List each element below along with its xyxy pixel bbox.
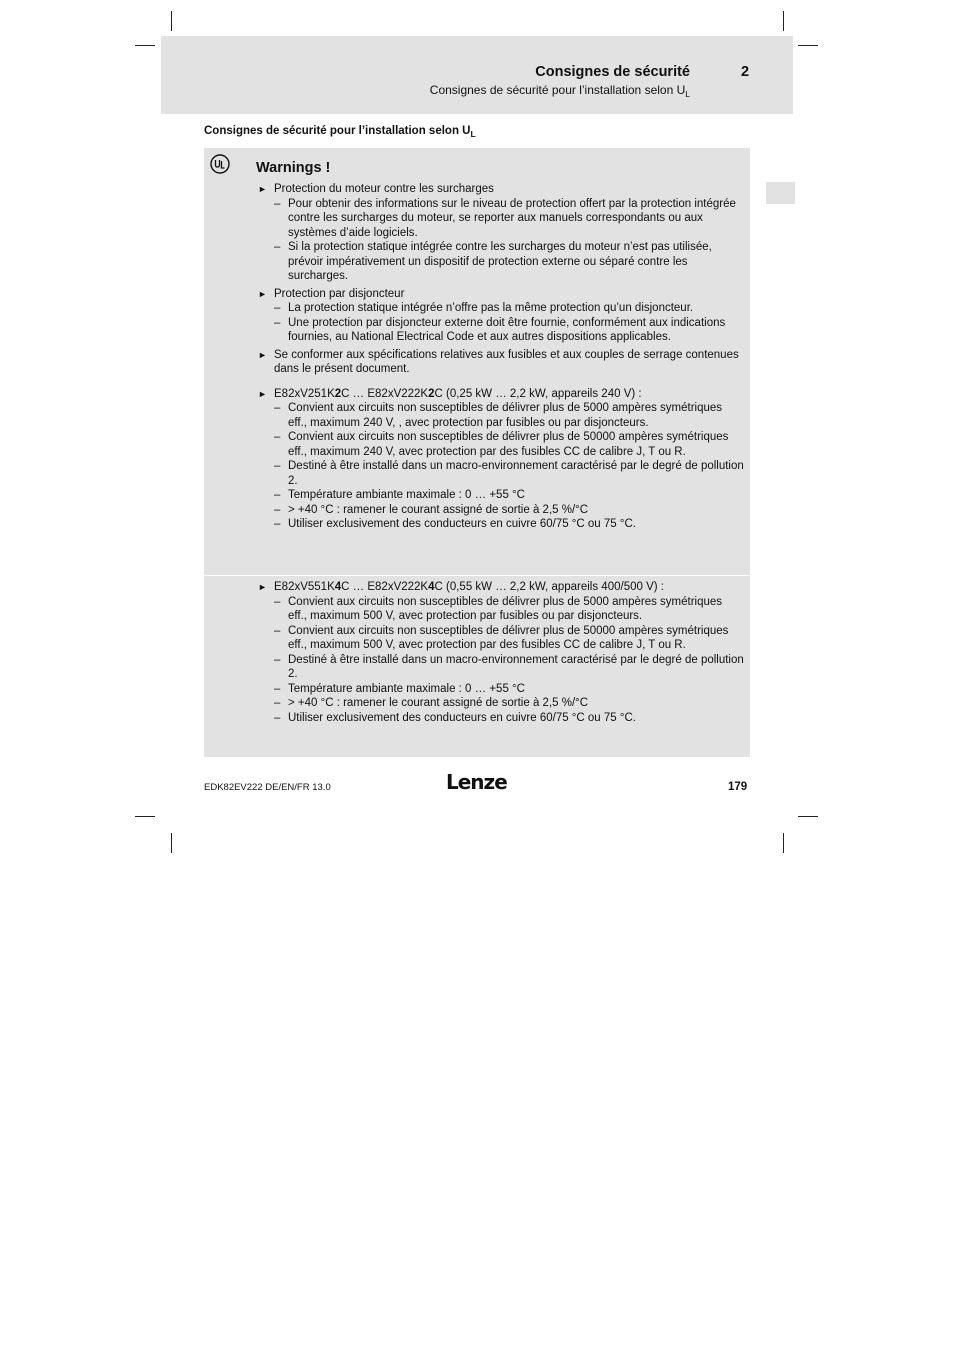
- list-subitem: – Une protection par disjoncteur externe doit être fournie, conformément aux indications fournies, au National Electrical Code et aux autres dispositions applicables.: [274, 316, 726, 343]
- list-subitem: – Température ambiante maximale : 0 … +55 °C: [274, 489, 525, 501]
- list-item: ► Protection par disjoncteur: [258, 287, 405, 300]
- ul-mark-icon: [210, 154, 230, 174]
- arrow-bullet-icon: ►: [258, 288, 267, 299]
- list-item: ► E82xV251K2C … E82xV222K2C (0,25 kW … 2,2 kW, appareils 240 V) :: [258, 387, 642, 400]
- list-subitem: – Utiliser exclusivement des conducteurs en cuivre 60/75 °C ou 75 °C.: [274, 518, 636, 530]
- crop-mark: [135, 816, 155, 817]
- list-subitem: – Utiliser exclusivement des conducteurs en cuivre 60/75 °C ou 75 °C.: [274, 711, 636, 724]
- list-subitem: – Convient aux circuits non susceptibles de délivrer plus de 5000 ampères symétriques eff., maximum 240 V, , avec protection par fusibles ou par disjoncteurs.: [274, 402, 723, 429]
- list-subitem: – Pour obtenir des informations sur le niveau de protection offert par la protection intégrée contre les surcharges du moteur, se reporter aux manuels correspondants ou aux systèmes d’aide logiciels.: [274, 197, 736, 239]
- chapter-subtitle: Consignes de sécurité pour l’installation selon $U_L$: [429, 83, 690, 99]
- list-subitem: – Température ambiante maximale : 0 … +55 °C: [274, 682, 525, 695]
- warning-list: [256, 580, 744, 725]
- arrow-bullet-icon: ►: [258, 582, 267, 592]
- crop-mark: [798, 816, 818, 817]
- arrow-bullet-icon: ►: [258, 184, 267, 194]
- list-subitem: – La protection statique intégrée n’offre pas la même protection qu’un disjoncteur.: [274, 302, 694, 314]
- list-item: ► E82xV551K4C … E82xV222K4C (0,55 kW … 2,2 kW, appareils 400/500 V) :: [258, 581, 664, 593]
- page-header: [161, 36, 793, 114]
- crop-mark: [171, 833, 172, 853]
- arrow-bullet-icon: ►: [258, 388, 267, 399]
- arrow-bullet-icon: ►: [258, 349, 267, 360]
- crop-mark: [783, 11, 784, 31]
- list-subitem: – > +40 °C : ramener le courant assigné de sortie à 2,5 %/°C: [274, 697, 589, 709]
- list-subitem: – Destiné à être installé dans un macro-environnement caractérisé par le degré de pollution 2.: [274, 460, 744, 487]
- list-item: ► Protection du moteur contre les surcharges: [258, 183, 494, 195]
- chapter-title: Consignes de sécurité: [535, 64, 690, 80]
- warning-title: Warnings !: [256, 160, 331, 176]
- lenze-logo: Lenze: [446, 770, 507, 794]
- crop-mark: [135, 45, 155, 46]
- warning-list: [256, 182, 744, 532]
- crop-mark: [783, 833, 784, 853]
- list-subitem: – Convient aux circuits non susceptibles de délivrer plus de 5000 ampères symétriques eff., maximum 500 V, avec protection par fusibles ou par disjoncteurs.: [274, 595, 723, 622]
- page-number: 179: [728, 781, 748, 793]
- crop-mark: [171, 11, 172, 31]
- list-subitem: – Convient aux circuits non susceptibles de délivrer plus de 50000 ampères symétriques eff., maximum 240 V, avec protection par des fusibles CC de calibre J, T ou R.: [274, 431, 729, 458]
- crop-mark: [798, 45, 818, 46]
- list-subitem: – > +40 °C : ramener le courant assigné de sortie à 2,5 %/°C: [274, 503, 589, 516]
- section-heading: Consignes de sécurité pour l’installation selon $U_L$: [204, 125, 476, 139]
- warning-box-continued: [204, 576, 750, 757]
- list-item: ► Se conformer aux spécifications relatives aux fusibles et aux couples de serrage contenues dans le présent document.: [258, 348, 739, 375]
- warning-box: [204, 148, 750, 575]
- chapter-number: 2: [741, 64, 750, 80]
- list-subitem: – Destiné à être installé dans un macro-environnement caractérisé par le degré de pollution 2.: [274, 653, 744, 680]
- list-subitem: – Convient aux circuits non susceptibles de délivrer plus de 50000 ampères symétriques eff., maximum 500 V, avec protection par des fusibles CC de calibre J, T ou R.: [274, 624, 729, 651]
- chapter-side-tab: [766, 182, 795, 204]
- list-subitem: – Si la protection statique intégrée contre les surcharges du moteur n’est pas utilisée, prévoir impérativement un dispositif de protection externe ou séparé contre les surcharges.: [274, 241, 712, 282]
- document-code: EDK82EV222 DE/EN/FR 13.0: [204, 782, 331, 793]
